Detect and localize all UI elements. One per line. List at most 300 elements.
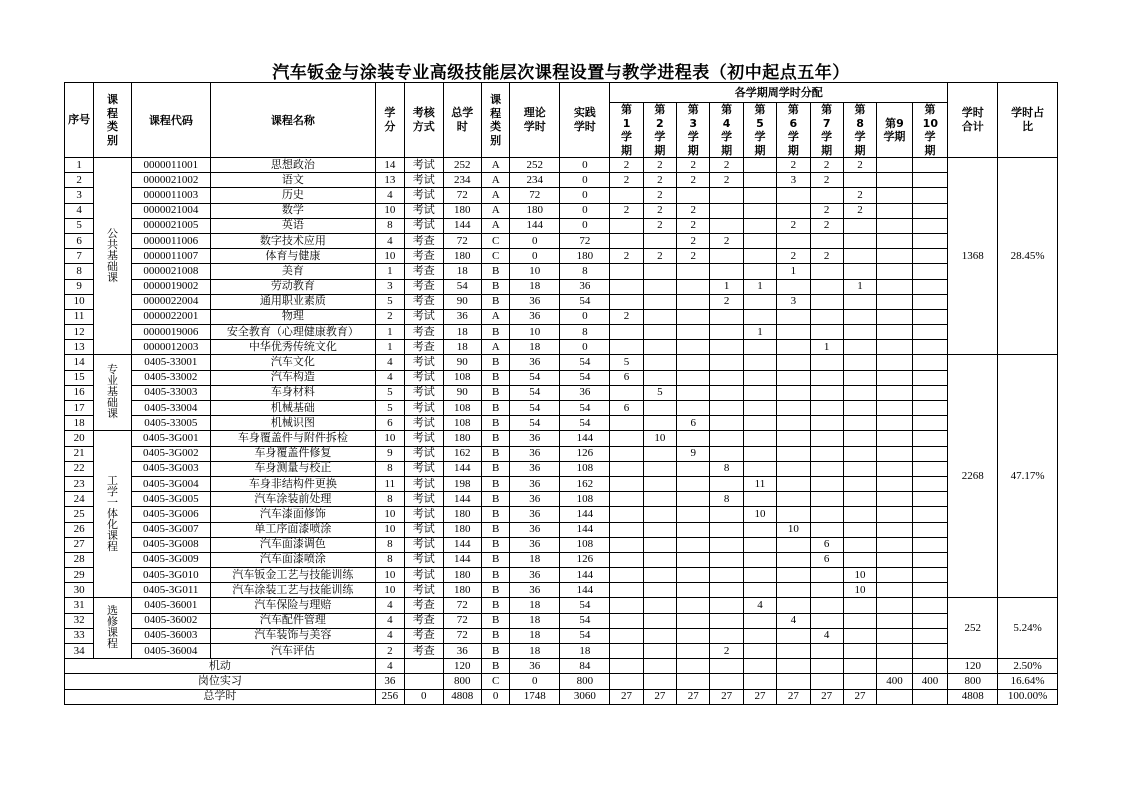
credit: 8 (375, 218, 404, 233)
total-hours: 144 (443, 537, 482, 552)
exam-type: 考查 (404, 279, 443, 294)
term-2-hours: 2 (643, 158, 676, 173)
term-9-hours: 400 (877, 674, 912, 689)
term-2-hours: 27 (643, 689, 676, 704)
practice-hours: 144 (560, 583, 610, 598)
theory-hours: 36 (510, 476, 560, 491)
row-no: 17 (65, 401, 94, 416)
term-1-hours (610, 537, 643, 552)
term-9-hours (877, 583, 912, 598)
term-5-hours (743, 218, 776, 233)
credit: 10 (375, 431, 404, 446)
term-2-hours (643, 476, 676, 491)
credit: 4 (375, 355, 404, 370)
term-4-hours (710, 355, 743, 370)
hours-total: 800 (948, 674, 998, 689)
term-10-hours (912, 552, 948, 567)
term-6-hours (777, 583, 810, 598)
term-2-hours (643, 294, 676, 309)
term-6-hours (777, 203, 810, 218)
credit: 1 (375, 325, 404, 340)
term-9-hours (877, 507, 912, 522)
course-name: 汽车配件管理 (210, 613, 375, 628)
theory-hours: 54 (510, 401, 560, 416)
total-hours: 180 (443, 431, 482, 446)
practice-hours: 144 (560, 568, 610, 583)
credit: 11 (375, 476, 404, 491)
table-row (65, 598, 1058, 613)
exam-type: 考试 (404, 173, 443, 188)
term-5-hours: 10 (743, 507, 776, 522)
term-5-hours: 4 (743, 598, 776, 613)
row-no: 32 (65, 613, 94, 628)
term-4-hours (710, 659, 743, 674)
term-9-hours (877, 340, 912, 355)
theory-hours: 36 (510, 461, 560, 476)
row-no: 30 (65, 583, 94, 598)
course-code: 0000019006 (131, 325, 210, 340)
term-5-hours (743, 294, 776, 309)
term-5-hours (743, 249, 776, 264)
course-code: 0405-3G002 (131, 446, 210, 461)
practice-hours: 126 (560, 552, 610, 567)
term-5-hours (743, 446, 776, 461)
category-label: 公共基础课 (106, 227, 118, 284)
term-3-hours (677, 476, 710, 491)
theory-hours: 234 (510, 173, 560, 188)
term-6-hours (777, 385, 810, 400)
term-6-hours (777, 552, 810, 567)
term-4-hours (710, 476, 743, 491)
term-8-hours (843, 401, 876, 416)
term-3-hours (677, 522, 710, 537)
row-no: 24 (65, 492, 94, 507)
course-name: 汽车评估 (210, 644, 375, 659)
term-6-hours (777, 507, 810, 522)
table-row (65, 309, 1058, 324)
total-hours: 800 (443, 674, 482, 689)
term-9-hours (877, 659, 912, 674)
term-4-hours (710, 401, 743, 416)
term-6-hours (777, 370, 810, 385)
term-9-hours (877, 158, 912, 173)
table-row (65, 294, 1058, 309)
term-3-hours: 2 (677, 203, 710, 218)
term-10-hours (912, 233, 948, 248)
term-4-hours (710, 583, 743, 598)
total-hours: 108 (443, 401, 482, 416)
term-2-hours (643, 583, 676, 598)
course-type: B (482, 537, 510, 552)
term-8-hours (843, 598, 876, 613)
term-4-hours (710, 431, 743, 446)
table-row (65, 628, 1058, 643)
total-hours: 72 (443, 188, 482, 203)
table-row (65, 644, 1058, 659)
theory-hours: 18 (510, 598, 560, 613)
term-6-hours (777, 233, 810, 248)
term-2-hours (643, 644, 676, 659)
term-1-hours: 27 (610, 689, 643, 704)
term-5-hours: 27 (743, 689, 776, 704)
term-9-hours (877, 568, 912, 583)
course-type: A (482, 309, 510, 324)
term-8-hours (843, 613, 876, 628)
term-1-hours: 2 (610, 309, 643, 324)
practice-hours: 180 (560, 249, 610, 264)
term-8-hours: 10 (843, 583, 876, 598)
course-name: 历史 (210, 188, 375, 203)
table-row (65, 507, 1058, 522)
term-3-hours (677, 613, 710, 628)
header-category: 课程类别 (94, 83, 132, 158)
term-9-hours (877, 522, 912, 537)
row-no: 26 (65, 522, 94, 537)
course-code: 0000012003 (131, 340, 210, 355)
exam-type: 考试 (404, 355, 443, 370)
course-name: 汽车构造 (210, 370, 375, 385)
credit: 3 (375, 279, 404, 294)
credit: 5 (375, 294, 404, 309)
term-7-hours (810, 598, 843, 613)
term-1-hours (610, 431, 643, 446)
exam-type: 考试 (404, 568, 443, 583)
term-6-hours: 4 (777, 613, 810, 628)
practice-hours: 18 (560, 644, 610, 659)
term-10-hours (912, 507, 948, 522)
category-label: 工学一体化课程 (106, 474, 118, 553)
term-4-hours: 27 (710, 689, 743, 704)
term-2-hours: 2 (643, 188, 676, 203)
group-hours-ratio: 47.17% (998, 355, 1058, 598)
term-8-hours (843, 522, 876, 537)
term-3-hours (677, 461, 710, 476)
hours-ratio: 16.64% (998, 674, 1058, 689)
total-hours: 90 (443, 385, 482, 400)
term-4-hours: 1 (710, 279, 743, 294)
exam-type: 考试 (404, 537, 443, 552)
term-8-hours (843, 492, 876, 507)
term-9-hours (877, 203, 912, 218)
credit: 6 (375, 416, 404, 431)
credit: 2 (375, 644, 404, 659)
course-type: B (482, 431, 510, 446)
table-row (65, 249, 1058, 264)
exam-type: 考试 (404, 446, 443, 461)
course-type: B (482, 294, 510, 309)
term-1-hours (610, 385, 643, 400)
term-9-hours (877, 446, 912, 461)
row-no: 21 (65, 446, 94, 461)
term-6-hours (777, 537, 810, 552)
term-2-hours (643, 568, 676, 583)
table-row (65, 537, 1058, 552)
term-1-hours (610, 522, 643, 537)
term-7-hours (810, 416, 843, 431)
term-5-hours (743, 188, 776, 203)
course-type: B (482, 416, 510, 431)
header-total-hours: 总学时 (443, 83, 482, 158)
practice-hours: 108 (560, 461, 610, 476)
term-7-hours: 27 (810, 689, 843, 704)
term-3-hours (677, 309, 710, 324)
term-5-hours (743, 568, 776, 583)
course-name: 汽车文化 (210, 355, 375, 370)
credit: 8 (375, 552, 404, 567)
term-2-hours (643, 279, 676, 294)
row-no: 8 (65, 264, 94, 279)
credit: 10 (375, 203, 404, 218)
course-name: 中华优秀传统文化 (210, 340, 375, 355)
term-4-hours: 8 (710, 461, 743, 476)
term-4-hours (710, 385, 743, 400)
term-9-hours (877, 476, 912, 491)
term-7-hours (810, 431, 843, 446)
term-6-hours (777, 188, 810, 203)
term-3-hours (677, 552, 710, 567)
term-1-hours (610, 264, 643, 279)
practice-hours: 108 (560, 537, 610, 552)
term-2-hours: 2 (643, 203, 676, 218)
term-3-hours: 2 (677, 218, 710, 233)
term-10-hours (912, 446, 948, 461)
term-4-hours (710, 370, 743, 385)
term-2-hours: 5 (643, 385, 676, 400)
table-row (65, 431, 1058, 446)
term-6-hours: 3 (777, 173, 810, 188)
term-3-hours (677, 385, 710, 400)
total-hours: 180 (443, 522, 482, 537)
theory-hours: 10 (510, 264, 560, 279)
exam-type: 考试 (404, 370, 443, 385)
term-1-hours (610, 628, 643, 643)
term-6-hours (777, 355, 810, 370)
total-hours: 180 (443, 507, 482, 522)
practice-hours: 54 (560, 598, 610, 613)
exam-type: 考查 (404, 644, 443, 659)
group-hours-ratio: 5.24% (998, 598, 1058, 659)
credit: 1 (375, 264, 404, 279)
term-5-hours (743, 340, 776, 355)
term-9-hours (877, 355, 912, 370)
total-hours: 108 (443, 370, 482, 385)
table-row (65, 203, 1058, 218)
credit: 1 (375, 340, 404, 355)
course-code: 0000011001 (131, 158, 210, 173)
theory-hours: 18 (510, 279, 560, 294)
term-4-hours (710, 552, 743, 567)
credit: 10 (375, 249, 404, 264)
practice-hours: 0 (560, 203, 610, 218)
exam-type: 考查 (404, 294, 443, 309)
exam-type: 考查 (404, 613, 443, 628)
exam-type: 考试 (404, 309, 443, 324)
total-hours: 18 (443, 325, 482, 340)
header-term-5: 第5学期 (743, 103, 776, 158)
term-10-hours (912, 476, 948, 491)
course-type: B (482, 552, 510, 567)
term-4-hours (710, 598, 743, 613)
term-5-hours (743, 461, 776, 476)
theory-hours: 10 (510, 325, 560, 340)
course-name: 思想政治 (210, 158, 375, 173)
course-type: B (482, 644, 510, 659)
term-1-hours (610, 446, 643, 461)
category-cell (94, 431, 132, 598)
course-type: B (482, 264, 510, 279)
term-6-hours: 2 (777, 218, 810, 233)
term-7-hours: 4 (810, 628, 843, 643)
total-hours: 120 (443, 659, 482, 674)
header-seq: 序号 (65, 83, 94, 158)
total-hours: 234 (443, 173, 482, 188)
course-code: 0405-33004 (131, 401, 210, 416)
row-no: 23 (65, 476, 94, 491)
course-name: 安全教育（心理健康教育） (210, 325, 375, 340)
term-7-hours (810, 613, 843, 628)
table-row (65, 583, 1058, 598)
practice-hours: 0 (560, 218, 610, 233)
term-2-hours (643, 355, 676, 370)
term-7-hours (810, 507, 843, 522)
total-hours: 72 (443, 628, 482, 643)
term-3-hours (677, 537, 710, 552)
category-cell (94, 355, 132, 431)
term-8-hours (843, 294, 876, 309)
term-8-hours (843, 644, 876, 659)
table-row (65, 173, 1058, 188)
term-8-hours (843, 218, 876, 233)
term-3-hours: 2 (677, 233, 710, 248)
exam-type: 考试 (404, 158, 443, 173)
row-no: 31 (65, 598, 94, 613)
summary-label: 机动 (65, 659, 376, 674)
course-type: B (482, 476, 510, 491)
term-7-hours (810, 461, 843, 476)
term-8-hours: 1 (843, 279, 876, 294)
term-7-hours: 2 (810, 203, 843, 218)
total-hours: 4808 (443, 689, 482, 704)
term-7-hours (810, 401, 843, 416)
practice-hours: 162 (560, 476, 610, 491)
row-no: 22 (65, 461, 94, 476)
term-10-hours (912, 644, 948, 659)
practice-hours: 36 (560, 279, 610, 294)
course-code: 0000021008 (131, 264, 210, 279)
theory-hours: 18 (510, 628, 560, 643)
term-7-hours (810, 476, 843, 491)
term-7-hours: 6 (810, 537, 843, 552)
exam-type: 考查 (404, 249, 443, 264)
term-2-hours (643, 340, 676, 355)
table-row (65, 492, 1058, 507)
term-2-hours (643, 370, 676, 385)
term-3-hours (677, 492, 710, 507)
total-hours: 36 (443, 644, 482, 659)
term-1-hours: 6 (610, 370, 643, 385)
term-1-hours (610, 279, 643, 294)
term-10-hours: 400 (912, 674, 948, 689)
hours-total: 120 (948, 659, 998, 674)
hours-ratio: 2.50% (998, 659, 1058, 674)
term-1-hours (610, 233, 643, 248)
table-row (65, 385, 1058, 400)
course-name: 汽车面漆调色 (210, 537, 375, 552)
term-2-hours (643, 674, 676, 689)
term-3-hours (677, 340, 710, 355)
term-8-hours (843, 173, 876, 188)
term-2-hours (643, 446, 676, 461)
header-term-9: 第9学期 (877, 103, 912, 158)
term-8-hours (843, 552, 876, 567)
term-9-hours (877, 249, 912, 264)
course-type: 0 (482, 689, 510, 704)
term-8-hours (843, 385, 876, 400)
total-hours: 144 (443, 492, 482, 507)
credit: 2 (375, 309, 404, 324)
header-ratio: 学时占比 (998, 83, 1058, 158)
row-no: 6 (65, 233, 94, 248)
term-6-hours (777, 446, 810, 461)
course-code: 0405-33001 (131, 355, 210, 370)
term-3-hours (677, 325, 710, 340)
term-10-hours (912, 173, 948, 188)
term-6-hours (777, 568, 810, 583)
total-hours: 90 (443, 355, 482, 370)
term-10-hours (912, 628, 948, 643)
term-4-hours: 2 (710, 158, 743, 173)
credit: 4 (375, 370, 404, 385)
term-4-hours (710, 537, 743, 552)
term-6-hours: 27 (777, 689, 810, 704)
term-4-hours: 8 (710, 492, 743, 507)
term-2-hours (643, 507, 676, 522)
course-name: 汽车装饰与美容 (210, 628, 375, 643)
term-8-hours (843, 370, 876, 385)
credit: 14 (375, 158, 404, 173)
term-3-hours (677, 431, 710, 446)
term-5-hours (743, 309, 776, 324)
term-8-hours (843, 233, 876, 248)
term-3-hours (677, 628, 710, 643)
theory-hours: 0 (510, 233, 560, 248)
term-9-hours (877, 294, 912, 309)
term-7-hours (810, 355, 843, 370)
term-8-hours (843, 507, 876, 522)
course-name: 体育与健康 (210, 249, 375, 264)
header-term-7: 第7学期 (810, 103, 843, 158)
term-5-hours (743, 203, 776, 218)
term-1-hours (610, 674, 643, 689)
term-4-hours (710, 325, 743, 340)
term-5-hours (743, 173, 776, 188)
term-5-hours (743, 674, 776, 689)
header-hours-total: 学时合计 (948, 83, 998, 158)
course-type: B (482, 492, 510, 507)
practice-hours: 108 (560, 492, 610, 507)
course-name: 汽车涂装工艺与技能训练 (210, 583, 375, 598)
course-code: 0405-36003 (131, 628, 210, 643)
term-6-hours: 3 (777, 294, 810, 309)
header-practice: 实践学时 (560, 83, 610, 158)
credit: 8 (375, 492, 404, 507)
term-2-hours (643, 552, 676, 567)
term-2-hours (643, 309, 676, 324)
practice-hours: 144 (560, 431, 610, 446)
term-4-hours (710, 522, 743, 537)
practice-hours: 0 (560, 309, 610, 324)
term-5-hours (743, 659, 776, 674)
